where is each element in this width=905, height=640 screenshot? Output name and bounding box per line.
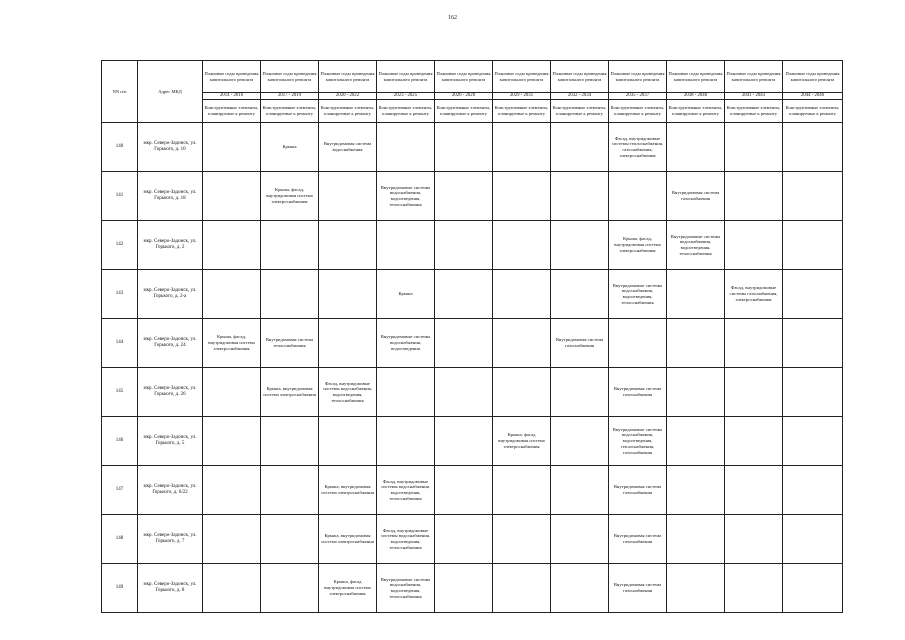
header-years-row — [102, 93, 843, 100]
repair-cell — [261, 466, 319, 515]
repair-cell: Внутридомовая система газоснабжения — [551, 319, 609, 368]
repair-cell — [551, 123, 609, 172]
repair-cell — [493, 564, 551, 613]
repair-cell — [551, 221, 609, 270]
header-elements: Конструктивные элементы, планируемые к ремонту — [377, 100, 435, 123]
repair-cell — [783, 319, 843, 368]
repair-cell — [551, 368, 609, 417]
repair-cell — [261, 515, 319, 564]
table-row — [102, 515, 843, 564]
repair-cell: Крыша, фасад, внутридомовая система электроснабжения — [203, 319, 261, 368]
header-elements-row — [102, 100, 843, 123]
repair-cell: Крыша, внутридомовая система электроснабжения — [261, 368, 319, 417]
row-number: 147 — [102, 466, 138, 515]
table-row — [102, 221, 843, 270]
repair-cell — [435, 564, 493, 613]
header-period-years: 2029 - 2031 — [493, 93, 551, 100]
row-address: мкр. Северо-Задонск, ул. Горького, д. 5 — [138, 417, 203, 466]
table-row — [102, 123, 843, 172]
repair-cell — [319, 417, 377, 466]
repair-cell — [203, 515, 261, 564]
row-number: 142 — [102, 221, 138, 270]
repair-cell — [667, 466, 725, 515]
table-row — [102, 466, 843, 515]
repair-cell — [551, 466, 609, 515]
repair-cell — [725, 123, 783, 172]
repair-cell: Крыша — [377, 270, 435, 319]
capital-repair-plan-table — [101, 60, 843, 613]
repair-cell — [725, 221, 783, 270]
repair-cell: Фасад, внутридомовые системы теплоснабжения, газоснабжения, электроснабжения — [609, 123, 667, 172]
repair-cell — [609, 319, 667, 368]
repair-cell: Внутридомовые системы водоснабжения, водоотведения, теплоснабжения — [377, 172, 435, 221]
repair-cell: Внутридомовые системы водоснабжения, водоотведения, теплоснабжения, газоснабжения — [609, 417, 667, 466]
repair-cell — [261, 221, 319, 270]
repair-cell — [377, 417, 435, 466]
header-period-years: 2014 - 2016 — [203, 93, 261, 100]
repair-cell: Внутридомовая система газоснабжения — [609, 564, 667, 613]
repair-cell — [783, 270, 843, 319]
header-period-years: 2017 - 2019 — [261, 93, 319, 100]
repair-cell — [493, 319, 551, 368]
repair-cell — [551, 515, 609, 564]
row-number: 146 — [102, 417, 138, 466]
repair-cell: Внутридомовая система теплоснабжения — [261, 319, 319, 368]
header-period-title: Плановые годы проведения капитального ремонта — [377, 61, 435, 93]
repair-cell — [203, 417, 261, 466]
repair-cell: Крыша — [261, 123, 319, 172]
repair-cell: Внутридомовые системы водоснабжения, водоотведения, теплоснабжения — [609, 270, 667, 319]
row-address: мкр. Северо-Задонск, ул. Горького, д. 10 — [138, 123, 203, 172]
repair-cell — [377, 123, 435, 172]
repair-cell — [783, 368, 843, 417]
header-elements: Конструктивные элементы, планируемые к ремонту — [319, 100, 377, 123]
header-period-years: 2038 - 2040 — [667, 93, 725, 100]
table-row — [102, 319, 843, 368]
repair-cell — [435, 466, 493, 515]
header-period-years: 2023 - 2025 — [377, 93, 435, 100]
repair-cell — [319, 319, 377, 368]
table-row — [102, 270, 843, 319]
header-period-years: 2026 - 2028 — [435, 93, 493, 100]
repair-cell — [435, 270, 493, 319]
repair-cell — [261, 270, 319, 319]
repair-cell — [783, 466, 843, 515]
header-period-years: 2041 - 2043 — [725, 93, 783, 100]
repair-cell — [435, 172, 493, 221]
row-address: мкр. Северо-Задонск, ул. Горького, д. 7 — [138, 515, 203, 564]
repair-cell — [203, 368, 261, 417]
repair-cell — [667, 564, 725, 613]
repair-cell — [783, 123, 843, 172]
repair-cell — [435, 368, 493, 417]
row-number: 145 — [102, 368, 138, 417]
header-row — [102, 61, 843, 93]
header-period-years: 2044 - 2046 — [783, 93, 843, 100]
repair-cell — [725, 564, 783, 613]
header-elements: Конструктивные элементы, планируемые к ремонту — [609, 100, 667, 123]
header-elements: Конструктивные элементы, планируемые к ремонту — [261, 100, 319, 123]
header-num: NN п/п — [102, 61, 138, 123]
header-elements: Конструктивные элементы, планируемые к ремонту — [667, 100, 725, 123]
row-address: мкр. Северо-Задонск, ул. Горького, д. 8 — [138, 564, 203, 613]
repair-cell — [551, 172, 609, 221]
table-row — [102, 564, 843, 613]
repair-cell: Фасад, внутридомовые системы водоснабжения, водоотведения, теплоснабжения — [377, 466, 435, 515]
header-period-title: Плановые годы проведения капитального ремонта — [493, 61, 551, 93]
repair-cell — [725, 417, 783, 466]
header-period-title: Плановые годы проведения капитального ремонта — [551, 61, 609, 93]
repair-cell — [319, 172, 377, 221]
row-address: мкр. Северо-Задонск, ул. Горького, д. 24 — [138, 319, 203, 368]
row-address: мкр. Северо-Задонск, ул. Горького, д. 18 — [138, 172, 203, 221]
table-row — [102, 172, 843, 221]
repair-cell — [435, 123, 493, 172]
row-number: 143 — [102, 270, 138, 319]
repair-cell — [725, 319, 783, 368]
repair-cell — [203, 466, 261, 515]
repair-cell — [783, 221, 843, 270]
repair-cell: Фасад, внутридомовые системы водоснабжения, водоотведения, теплоснабжения — [377, 515, 435, 564]
repair-cell — [493, 221, 551, 270]
repair-cell — [435, 417, 493, 466]
repair-cell: Фасад, внутридомовые системы газоснабжения, электроснабжения — [725, 270, 783, 319]
header-elements: Конструктивные элементы, планируемые к ремонту — [783, 100, 843, 123]
row-number: 144 — [102, 319, 138, 368]
table-row — [102, 417, 843, 466]
repair-cell: Внутридомовая система газоснабжения — [667, 172, 725, 221]
repair-cell — [435, 221, 493, 270]
row-address: мкр. Северо-Задонск, ул. Горького, д. 26 — [138, 368, 203, 417]
repair-cell — [319, 221, 377, 270]
repair-cell — [609, 172, 667, 221]
repair-cell — [435, 515, 493, 564]
repair-cell — [725, 368, 783, 417]
repair-cell — [377, 221, 435, 270]
repair-cell: Крыша, внутридомовая система электроснабжения — [319, 466, 377, 515]
repair-cell — [435, 319, 493, 368]
repair-cell: Крыша, фасад, внутридомовая система электроснабжения — [261, 172, 319, 221]
header-period-years: 2020 - 2022 — [319, 93, 377, 100]
repair-cell — [667, 270, 725, 319]
repair-cell — [783, 564, 843, 613]
header-period-years: 2032 - 2034 — [551, 93, 609, 100]
repair-cell — [725, 466, 783, 515]
repair-cell — [261, 564, 319, 613]
header-period-title: Плановые годы проведения капитального ремонта — [667, 61, 725, 93]
header-elements: Конструктивные элементы, планируемые к ремонту — [551, 100, 609, 123]
repair-cell: Внутридомовые системы водоснабжения, водоотведения — [377, 319, 435, 368]
repair-cell: Внутридомовые системы водоснабжения, водоотведения, теплоснабжения — [667, 221, 725, 270]
header-elements: Конструктивные элементы, планируемые к ремонту — [493, 100, 551, 123]
repair-cell: Внутридомовая система газоснабжения — [609, 368, 667, 417]
page-number: 162 — [448, 15, 457, 21]
repair-cell — [667, 123, 725, 172]
repair-cell — [377, 368, 435, 417]
repair-cell: Внутридомовая система водоснабжения — [319, 123, 377, 172]
repair-cell — [493, 466, 551, 515]
repair-cell: Внутридомовые системы водоснабжения, водоотведения, теплоснабжения — [377, 564, 435, 613]
repair-cell: Фасад, внутридомовые системы водоснабжения, водоотведения, теплоснабжения — [319, 368, 377, 417]
repair-cell — [783, 172, 843, 221]
header-period-title: Плановые годы проведения капитального ремонта — [725, 61, 783, 93]
repair-cell: Крыша, фасад внутридомовая система электроснабжения — [319, 564, 377, 613]
row-address: мкр. Северо-Задонск, ул. Горького, д. 2-а — [138, 270, 203, 319]
repair-cell: Крыша, внутридомовая система электроснабжения — [319, 515, 377, 564]
repair-cell — [551, 564, 609, 613]
header-period-title: Плановые годы проведения капитального ремонта — [203, 61, 261, 93]
repair-cell — [783, 417, 843, 466]
repair-cell — [319, 270, 377, 319]
repair-cell: Внутридомовая система газоснабжения — [609, 515, 667, 564]
header-elements: Конструктивные элементы, планируемые к ремонту — [203, 100, 261, 123]
repair-cell — [203, 123, 261, 172]
header-address: Адрес МКД — [138, 61, 203, 123]
repair-cell — [725, 515, 783, 564]
repair-cell — [203, 564, 261, 613]
repair-cell — [783, 515, 843, 564]
row-number: 140 — [102, 123, 138, 172]
repair-cell — [493, 368, 551, 417]
repair-cell — [203, 172, 261, 221]
row-number: 141 — [102, 172, 138, 221]
repair-cell — [493, 172, 551, 221]
table-row — [102, 368, 843, 417]
header-period-years: 2035 - 2037 — [609, 93, 667, 100]
repair-cell — [203, 270, 261, 319]
repair-cell: Крыша, фасад, внутридомовая система электроснабжения — [609, 221, 667, 270]
repair-cell — [725, 172, 783, 221]
repair-cell — [551, 270, 609, 319]
repair-cell: Крыша, фасад внутридомовая система электроснабжения — [493, 417, 551, 466]
repair-cell — [667, 417, 725, 466]
repair-cell — [667, 319, 725, 368]
repair-cell — [667, 515, 725, 564]
repair-cell — [551, 417, 609, 466]
row-address: мкр. Северо-Задонск, ул. Горького, д. 2 — [138, 221, 203, 270]
repair-cell — [493, 515, 551, 564]
row-number: 148 — [102, 515, 138, 564]
header-period-title: Плановые годы проведения капитального ремонта — [319, 61, 377, 93]
header-elements: Конструктивные элементы, планируемые к ремонту — [435, 100, 493, 123]
header-period-title: Плановые годы проведения капитального ремонта — [609, 61, 667, 93]
repair-cell — [203, 221, 261, 270]
header-elements: Конструктивные элементы, планируемые к ремонту — [725, 100, 783, 123]
header-period-title: Плановые годы проведения капитального ремонта — [261, 61, 319, 93]
header-period-title: Плановые годы проведения капитального ремонта — [435, 61, 493, 93]
repair-cell — [493, 123, 551, 172]
repair-cell: Внутридомовая система газоснабжения — [609, 466, 667, 515]
header-period-title: Плановые годы проведения капитального ремонта — [783, 61, 843, 93]
repair-cell — [261, 417, 319, 466]
row-number: 149 — [102, 564, 138, 613]
repair-cell — [667, 368, 725, 417]
row-address: мкр. Северо-Задонск, ул. Горького, д. 6/22 — [138, 466, 203, 515]
repair-cell — [493, 270, 551, 319]
